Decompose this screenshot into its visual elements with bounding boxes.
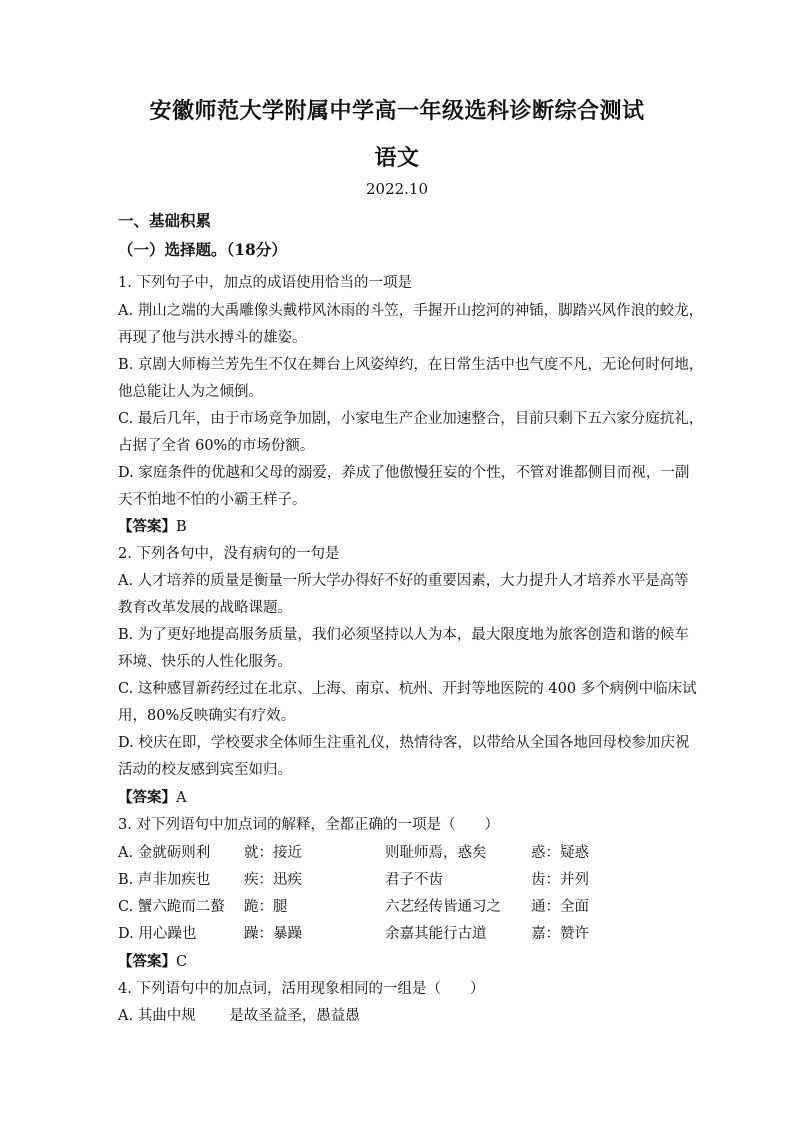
section-heading: 一、基础积累 (118, 211, 212, 230)
q2-option-c-line1: C. 这种感冒新药经过在北京、上海、南京、杭州、开封等地医院的 400 多个病例中临床试 (118, 681, 697, 697)
q2-answer (118, 788, 186, 808)
q2-answer-value: A (176, 790, 187, 806)
q3-option-phrase: D. 用心躁也 (118, 926, 197, 942)
q2-option-c-line2: 用，80%反映确实有疗效。 (118, 708, 296, 724)
q3-option-gloss: 通：全面 (531, 899, 589, 915)
q2-option-a-line1: A. 人才培养的质量是衡量一所大学办得好不好的重要因素，大力提升人才培养水平是高等 (118, 573, 689, 589)
q1-option-a-line2: 再现了他与洪水搏斗的雄姿。 (118, 330, 307, 346)
q2-option-d-line1: D. 校庆在即，学校要求全体师生注重礼仪，热情待客，以带给从全国各地回母校参加庆祝 (118, 735, 690, 751)
q3-option-phrase: A. 金就砺则利 (118, 845, 211, 861)
q3-option-gloss: 跪：腿 (244, 899, 288, 915)
q3-option-gloss: 齿：并列 (531, 872, 589, 888)
exam-date: 2022.10 (365, 180, 429, 198)
q1-option-c-line1: C. 最后几年，由于市场竞争加剧，小家电生产企业加速整合，目前只剩下五六家分庭抗礼， (118, 411, 704, 427)
q3-option-gloss: 惑：疑惑 (531, 845, 589, 861)
q3-option-row (118, 843, 738, 863)
q3-answer-value: C (176, 954, 188, 970)
q3-answer (118, 952, 187, 972)
q1-option-b-line1: B. 京剧大师梅兰芳先生不仅在舞台上风姿绰约，在日常生活中也气度不凡，无论何时何地， (118, 357, 704, 373)
q3-option-row (118, 897, 738, 917)
q2-stem: 2. 下列各句中，没有病句的一句是 (118, 546, 340, 562)
q1-answer-label: 【答案】 (118, 518, 176, 535)
q3-option-phrase: B. 声非加疾也 (118, 872, 211, 888)
q3-option-gloss: 疾：迅疾 (244, 872, 302, 888)
q1-answer-value: B (176, 519, 187, 535)
q2-option-b-line1: B. 为了更好地提高服务质量，我们必须坚持以人为本，最大限度地为旅客创造和谐的候车 (118, 627, 689, 643)
q2-answer-label: 【答案】 (118, 789, 176, 806)
q1-option-c-line2: 占据了全省 60%的市场份额。 (118, 438, 315, 454)
q1-option-a-line1: A. 荆山之端的大禹雕像头戴栉风沐雨的斗笠，手握开山挖河的神锸，脚踏兴风作浪的蛟龙， (118, 303, 704, 319)
q2-option-d-line2: 活动的校友感到宾至如归。 (118, 762, 292, 778)
q3-option-phrase: 则耻师焉，惑矣 (385, 845, 487, 861)
q4-option-a: A. 其曲中规 是故圣益圣，愚益愚 (118, 1008, 360, 1024)
q2-option-a-line2: 教育改革发展的战略课题。 (118, 600, 292, 616)
q1-option-b-line2: 他总能让人为之倾倒。 (118, 384, 263, 400)
q2-option-b-line2: 环境、快乐的人性化服务。 (118, 654, 292, 670)
q1-option-d-line2: 天不怕地不怕的小霸王样子。 (118, 492, 307, 508)
q4-stem: 4. 下列语句中的加点词，活用现象相同的一组是（ ） (118, 981, 485, 997)
q1-stem: 1. 下列句子中，加点的成语使用恰当的一项是 (118, 275, 412, 291)
q3-option-phrase: C. 蟹六跪而二螯 (118, 899, 225, 915)
q3-option-gloss: 就：接近 (244, 845, 302, 861)
q3-answer-label: 【答案】 (118, 953, 176, 970)
q3-option-gloss: 嘉：赞许 (531, 926, 589, 942)
q3-option-gloss: 躁：暴躁 (244, 926, 302, 942)
q3-option-phrase: 君子不齿 (385, 872, 443, 888)
section-subheading: （一）选择题。（18分） (118, 240, 287, 259)
q1-option-d-line1: D. 家庭条件的优越和父母的溺爱，养成了他傲慢狂妄的个性，不管对谁都侧目而视，一副 (118, 465, 690, 481)
q3-option-phrase: 余嘉其能行古道 (385, 926, 487, 942)
q3-option-phrase: 六艺经传皆通习之 (385, 899, 501, 915)
q1-answer (118, 517, 187, 537)
q3-option-row (118, 924, 738, 944)
subject-title: 语文 (374, 145, 420, 171)
q3-option-row (118, 870, 738, 890)
exam-title: 安徽师范大学附属中学高一年级选科诊断综合测试 (149, 98, 645, 124)
q3-stem: 3. 对下列语句中加点词的解释，全都正确的一项是（ ） (118, 817, 499, 833)
